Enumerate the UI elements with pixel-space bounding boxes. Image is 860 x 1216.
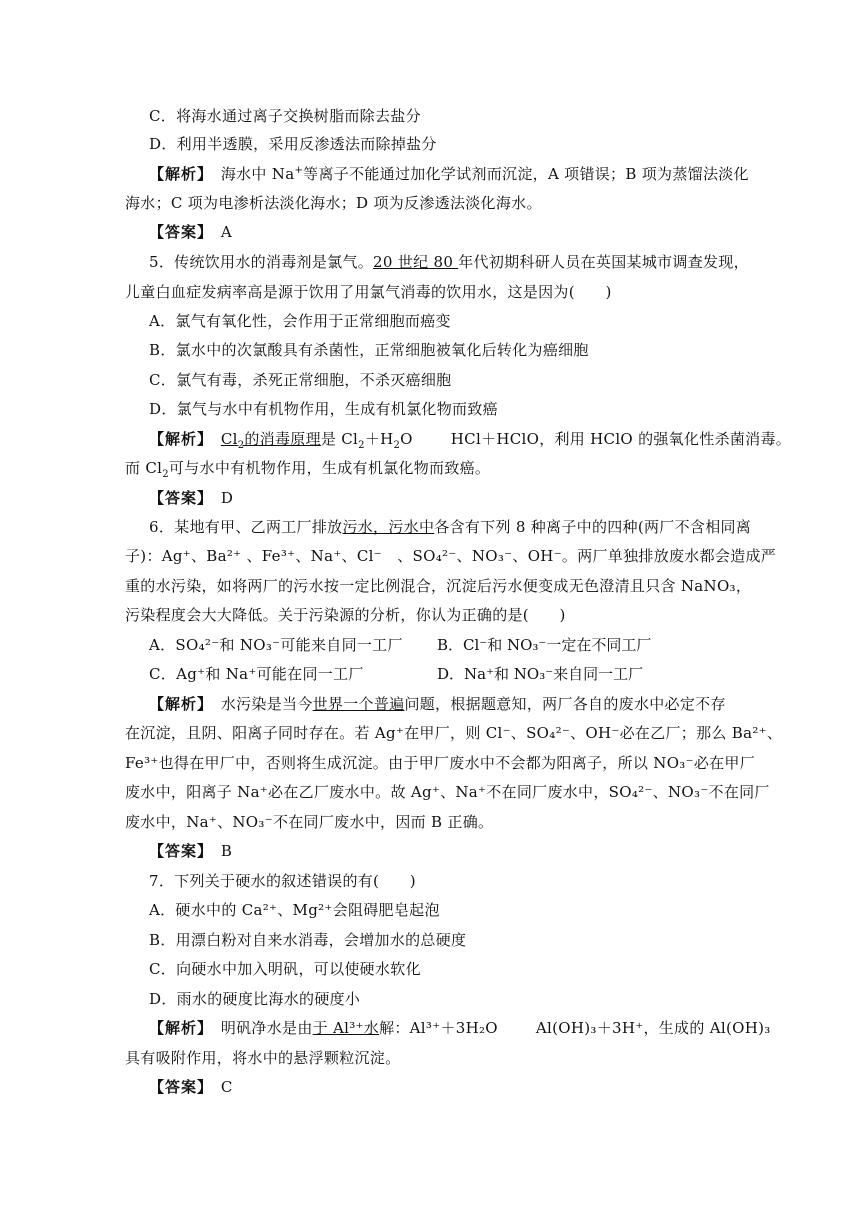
q6-stem-line2: 子)：Ag⁺、Ba²⁺ 、Fe³⁺、Na⁺、Cl⁻ 、SO₄²⁻、NO₃⁻、OH⁻。两厂单独排放废水都会造成严 [125,547,777,565]
q6-option-d: D．Na⁺和 NO₃⁻来自同一工厂 [437,665,644,683]
q7-option-b: B．用漂白粉对自来水消毒，会增加水的总硬度 [149,931,467,949]
answer-value: A [220,223,232,241]
q7-option-c: C．向硬水中加入明矾，可以使硬水软化 [149,960,421,978]
q6-explanation-line1: 【解析】 水污染是当今世界一个普遍问题，根据题意知，两厂各自的废水中必定不存 [149,695,726,713]
q5-stem-line2: 儿童白血症发病率高是源于饮用了用氯气消毒的饮用水，这是因为( ) [125,283,612,301]
q7-explanation-line1: 【解析】 明矾净水是由于 Al³⁺水解：Al³⁺＋3H₂O Al(OH)₃＋3H⁺，生成的 Al(OH)₃ [149,1019,771,1037]
answer-label: 【答案】 [149,489,206,507]
q6-explanation-line4: 废水中，阳离子 Na⁺必在乙厂废水中。故 Ag⁺、Na⁺不在同厂废水中，SO₄²⁻、NO₃⁻不在同厂 [125,783,770,801]
answer-value: B [220,842,233,860]
explanation-label: 【解析】 [149,1019,206,1037]
q6-option-a: A．SO₄²⁻和 NO₃⁻可能来自同一工厂 [149,636,403,654]
answer-label: 【答案】 [149,842,206,860]
q5-option-a: A．氯气有氧化性，会作用于正常细胞而癌变 [149,312,451,330]
q4-answer [149,222,232,242]
q5-answer [149,488,233,508]
q6-option-c: C．Ag⁺和 Na⁺可能在同一工厂 [149,665,364,683]
explanation-label: 【解析】 [149,165,206,183]
q6-stem-line4: 污染程度会大大降低。关于污染源的分析，你认为正确的是( ) [125,606,566,624]
q6-explanation-line3: Fe³⁺也得在甲厂中，否则将生成沉淀。由于甲厂废水中不会都为阳离子，所以 NO₃⁻必在甲厂 [125,754,756,772]
q5-option-d: D．氯气与水中有机物作用，生成有机氯化物而致癌 [149,400,498,418]
answer-value: C [220,1078,233,1096]
answer-label: 【答案】 [149,223,206,241]
q6-stem-line1: 6．某地有甲、乙两工厂排放污水，污水中各含有下列 8 种离子中的四种(两厂不含相同离 [149,518,752,536]
q7-answer [149,1077,233,1097]
answer-value: D [220,489,234,507]
q7-option-a: A．硬水中的 Ca²⁺、Mg²⁺会阻碍肥皂起泡 [149,901,440,919]
q6-explanation-line5: 废水中，Na⁺、NO₃⁻不在同厂废水中，因而 B 正确。 [125,813,494,831]
q6-option-b: B．Cl⁻和 NO₃⁻一定在不同工厂 [437,636,652,654]
q5-option-c: C．氯气有毒，杀死正常细胞，不杀灭癌细胞 [149,371,452,389]
q7-option-d: D．雨水的硬度比海水的硬度小 [149,990,361,1008]
q4-option-d: D．利用半透膜，采用反渗透法而除掉盐分 [149,135,437,153]
q6-stem-line3: 重的水污染，如将两厂的污水按一定比例混合，沉淀后污水便变成无色澄清且只含 NaNO₃， [125,577,752,595]
q4-explanation-line1: 【解析】 海水中 Na+等离子不能通过加化学试剂而沉淀，A 项错误；B 项为蒸馏法淡化 [149,165,749,183]
explanation-label: 【解析】 [149,430,206,448]
explanation-label: 【解析】 [149,695,206,713]
q4-explanation-line2: 海水；C 项为电渗析法淡化海水；D 项为反渗透法淡化海水。 [125,194,542,212]
q5-option-b: B．氯水中的次氯酸具有杀菌性，正常细胞被氧化后转化为癌细胞 [149,341,589,359]
q5-explanation-line1: 【解析】 $Cl_2$的消毒原理是 $Cl_2+H_2O$ HCl＋HClO，利用 HClO 的强氧化性杀菌消毒。 [149,430,792,451]
answer-label: 【答案】 [149,1078,206,1096]
q6-answer [149,841,232,861]
q5-stem-line1: 5．传统饮用水的消毒剂是氯气。20 世纪 80 年代初期科研人员在英国某城市调查发现， [149,253,749,271]
q7-explanation-line2: 具有吸附作用，将水中的悬浮颗粒沉淀。 [125,1049,401,1067]
q5-explanation-line2: 而 $Cl_2$可与水中有机物作用，生成有机氯化物而致癌。 [125,459,491,480]
q7-stem: 7．下列关于硬水的叙述错误的有( ) [149,872,416,890]
q4-option-c: C．将海水通过离子交换树脂而除去盐分 [149,107,421,125]
q6-explanation-line2: 在沉淀，且阴、阳离子同时存在。若 Ag⁺在甲厂，则 Cl⁻、SO₄²⁻、OH⁻必在乙厂；那么 Ba²⁺、 [125,724,783,742]
